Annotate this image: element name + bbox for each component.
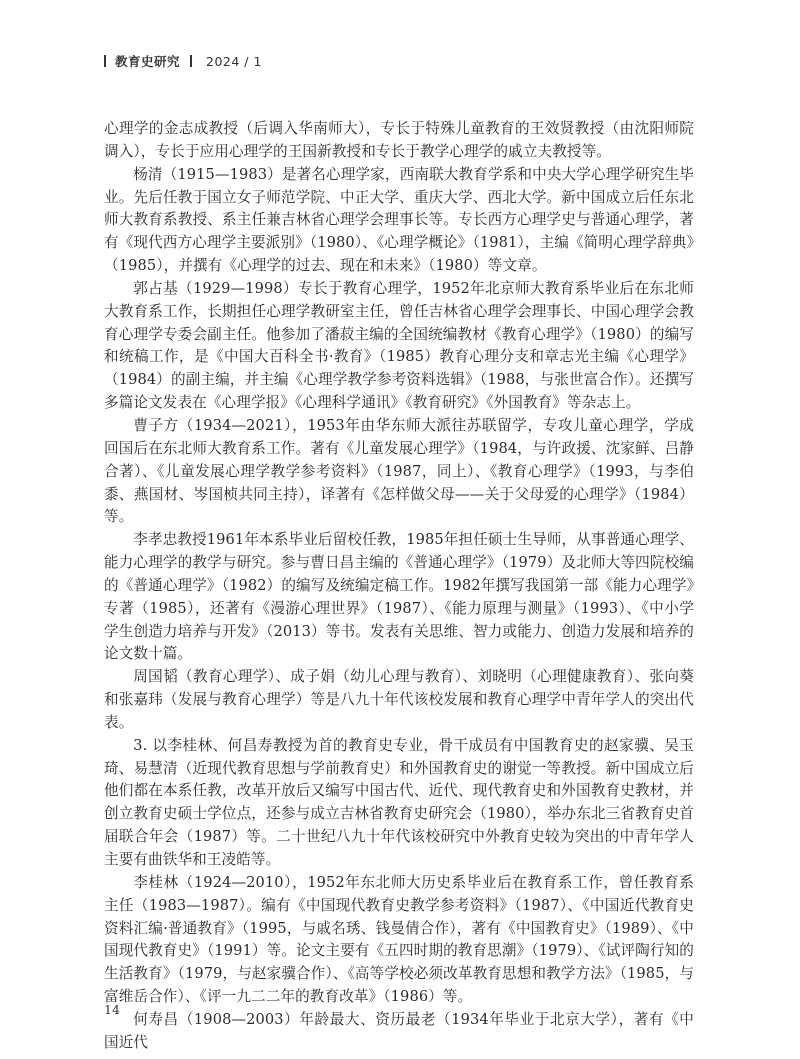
issue-label: 2024 / 1 xyxy=(206,53,262,69)
paragraph: 周国韬（教育心理学）、成子娟（幼儿心理与教育）、刘晓明（心理健康教育）、张向葵和张嘉玮（发展与教育心理学）等是八九十年代该校发展和教育心理学中青年学人的突出代表。 xyxy=(104,668,694,731)
header-bar-icon xyxy=(104,55,106,67)
paragraph: 杨清（1915—1983）是著名心理学家，西南联大教育学系和中央大学心理学研究生毕业。先后任教于国立女子师范学院、中正大学、重庆大学、西北大学。新中国成立后任东北师大教育系教授、系主任兼吉林省心理学会理事长等。专长西方心理学史与普通心理学，著有《现代西方心理学主要派别》（1980）、《心理学概论》（1981），主编《简明心理学辞典》（1985），并撰有《心理学的过去、现在和未来》（1980）等文章。 xyxy=(104,165,694,275)
article-body xyxy=(104,118,694,1055)
paragraph: 曹子方（1934—2021），1953年由华东师大派往苏联留学，专攻儿童心理学，学成回国后在东北师大教育系工作。著有《儿童发展心理学》（1984，与许政援、沈家鲜、吕静合著）、《儿童发展心理学教学参考资料》（1987，同上）、《教育心理学》（1993，与李伯黍、燕国材、岑国桢共同主持），译著有《怎样做父母——关于父母爱的心理学》（1984）等。 xyxy=(104,416,694,526)
running-header xyxy=(104,52,262,70)
paragraph: 李孝忠教授1961年本系毕业后留校任教，1985年担任硕士生导师，从事普通心理学、能力心理学的教学与研究。参与曹日昌主编的《普通心理学》（1979）及北师大等四院校编的《普通心理学》（1982）的编写及统编定稿工作。1982年撰写我国第一部《能力心理学》专著（1985），还著有《漫游心理世界》（1987）、《能力原理与测量》（1993）、《中小学学生创造力培养与开发》（2013）等书。发表有关思维、智力或能力、创造力发展和培养的论文数十篇。 xyxy=(104,531,694,663)
paragraph: 何寿昌（1908—2003）年龄最大、资历最老（1934年毕业于北京大学），著有《中国近代 xyxy=(104,1010,694,1051)
paragraph: 郭占基（1929—1998）专长于教育心理学，1952年北京师大教育系毕业后在东北师大教育系工作，长期担任心理学教研室主任，曾任吉林省心理学会理事长、中国心理学会教育心理学专委会副主任。他参加了潘菽主编的全国统编教材《教育心理学》（1980）的编写和统稿工作，是《中国大百科全书·教育》（1985）教育心理分支和章志光主编《心理学》（1984）的副主编，并主编《心理学教学参考资料选辑》（1988，与张世富合作）。还撰写多篇论文发表在《心理学报》《心理科学通讯》《教育研究》《外国教育》等杂志上。 xyxy=(104,279,694,412)
journal-title: 教育史研究 xyxy=(115,54,181,69)
paragraph: 心理学的金志成教授（后调入华南师大），专长于特殊儿童教育的王效贤教授（由沈阳师院调入），专长于应用心理学的王国新教授和专长于教学心理学的戚立夫教授等。 xyxy=(104,120,694,160)
page-number: 14 xyxy=(104,1002,120,1017)
header-separator-icon xyxy=(190,55,192,67)
paragraph: 3. 以李桂林、何昌寿教授为首的教育史专业，骨干成员有中国教育史的赵家骥、吴玉琦、易慧清（近现代教育思想与学前教育史）和外国教育史的谢觉一等教授。新中国成立后他们都在本系任教，改革开放后又编写中国古代、近代、现代教育史和外国教育史教材，并创立教育史硕士学位点，还参与成立吉林省教育史研究会（1980），举办东北三省教育史首届联合年会（1987）等。二十世纪八九十年代该校研究中外教育史较为突出的中青年学人主要有曲铁华和王凌皓等。 xyxy=(104,736,694,868)
paragraph: 李桂林（1924—2010），1952年东北师大历史系毕业后在教育系工作，曾任教育系主任（1983—1987）。编有《中国现代教育史教学参考资料》（1987）、《中国近代教育史资料汇编·普通教育》（1995，与戚名琇、钱曼倩合作），著有《中国教育史》（1989）、《中国现代教育史》（1991）等。论文主要有《五四时期的教育思潮》（1979）、《试评陶行知的生活教育》（1979，与赵家骥合作）、《高等学校必须改革教育思想和教学方法》（1985，与富维岳合作）、《评一九二二年的教育改革》（1986）等。 xyxy=(104,873,694,1006)
